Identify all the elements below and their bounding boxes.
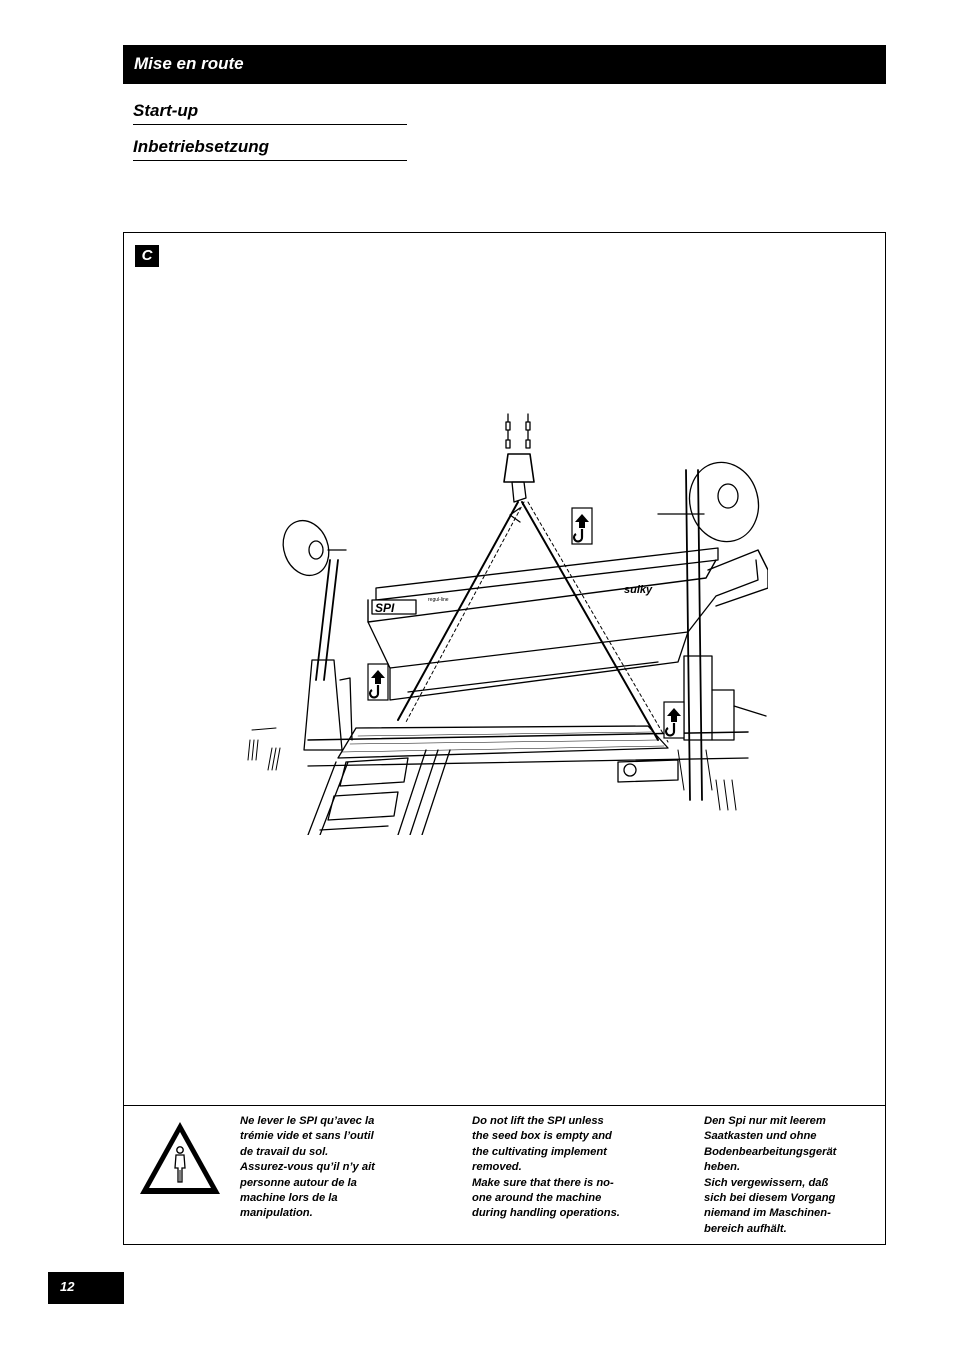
lifting-hook-icon bbox=[368, 664, 388, 700]
page-title: Mise en route bbox=[134, 54, 244, 73]
warning-text-english: Do not lift the SPI unless the seed box is empty and the cultivating implement removed. Make sure that there is no- one around the machine during handling operations. bbox=[472, 1115, 620, 1220]
lifting-hook-icon bbox=[664, 702, 684, 738]
brand-label: SPI bbox=[375, 601, 395, 615]
machine-lifting-illustration bbox=[238, 410, 768, 835]
page-number-badge bbox=[48, 1272, 124, 1304]
page-number: 12 bbox=[60, 1279, 75, 1294]
maker-label: sulky bbox=[624, 584, 653, 596]
warning-panel bbox=[124, 1105, 885, 1245]
subtitle-german: Inbetriebsetzung bbox=[133, 137, 407, 161]
subtitle-english: Start-up bbox=[133, 101, 407, 125]
product-label: regul-line bbox=[428, 597, 449, 603]
warning-text-french: Ne lever le SPI qu’avec la trémie vide et sans l’outil de travail du sol. Assurez-vous qu’il n’y ait personne autour de la machine lors de la manipulation. bbox=[240, 1115, 375, 1220]
warning-person-icon bbox=[138, 1120, 222, 1196]
warning-text-german: Den Spi nur mit leerem Saatkasten und ohne Bodenbearbeitungsgerät heben. Sich vergewissern, daß sich bei diesem Vorgang niemand im Maschinen- bereich aufhält. bbox=[704, 1115, 837, 1235]
lifting-hook-icon bbox=[572, 508, 592, 544]
header-bar bbox=[123, 45, 886, 84]
section-badge: C bbox=[135, 245, 159, 267]
